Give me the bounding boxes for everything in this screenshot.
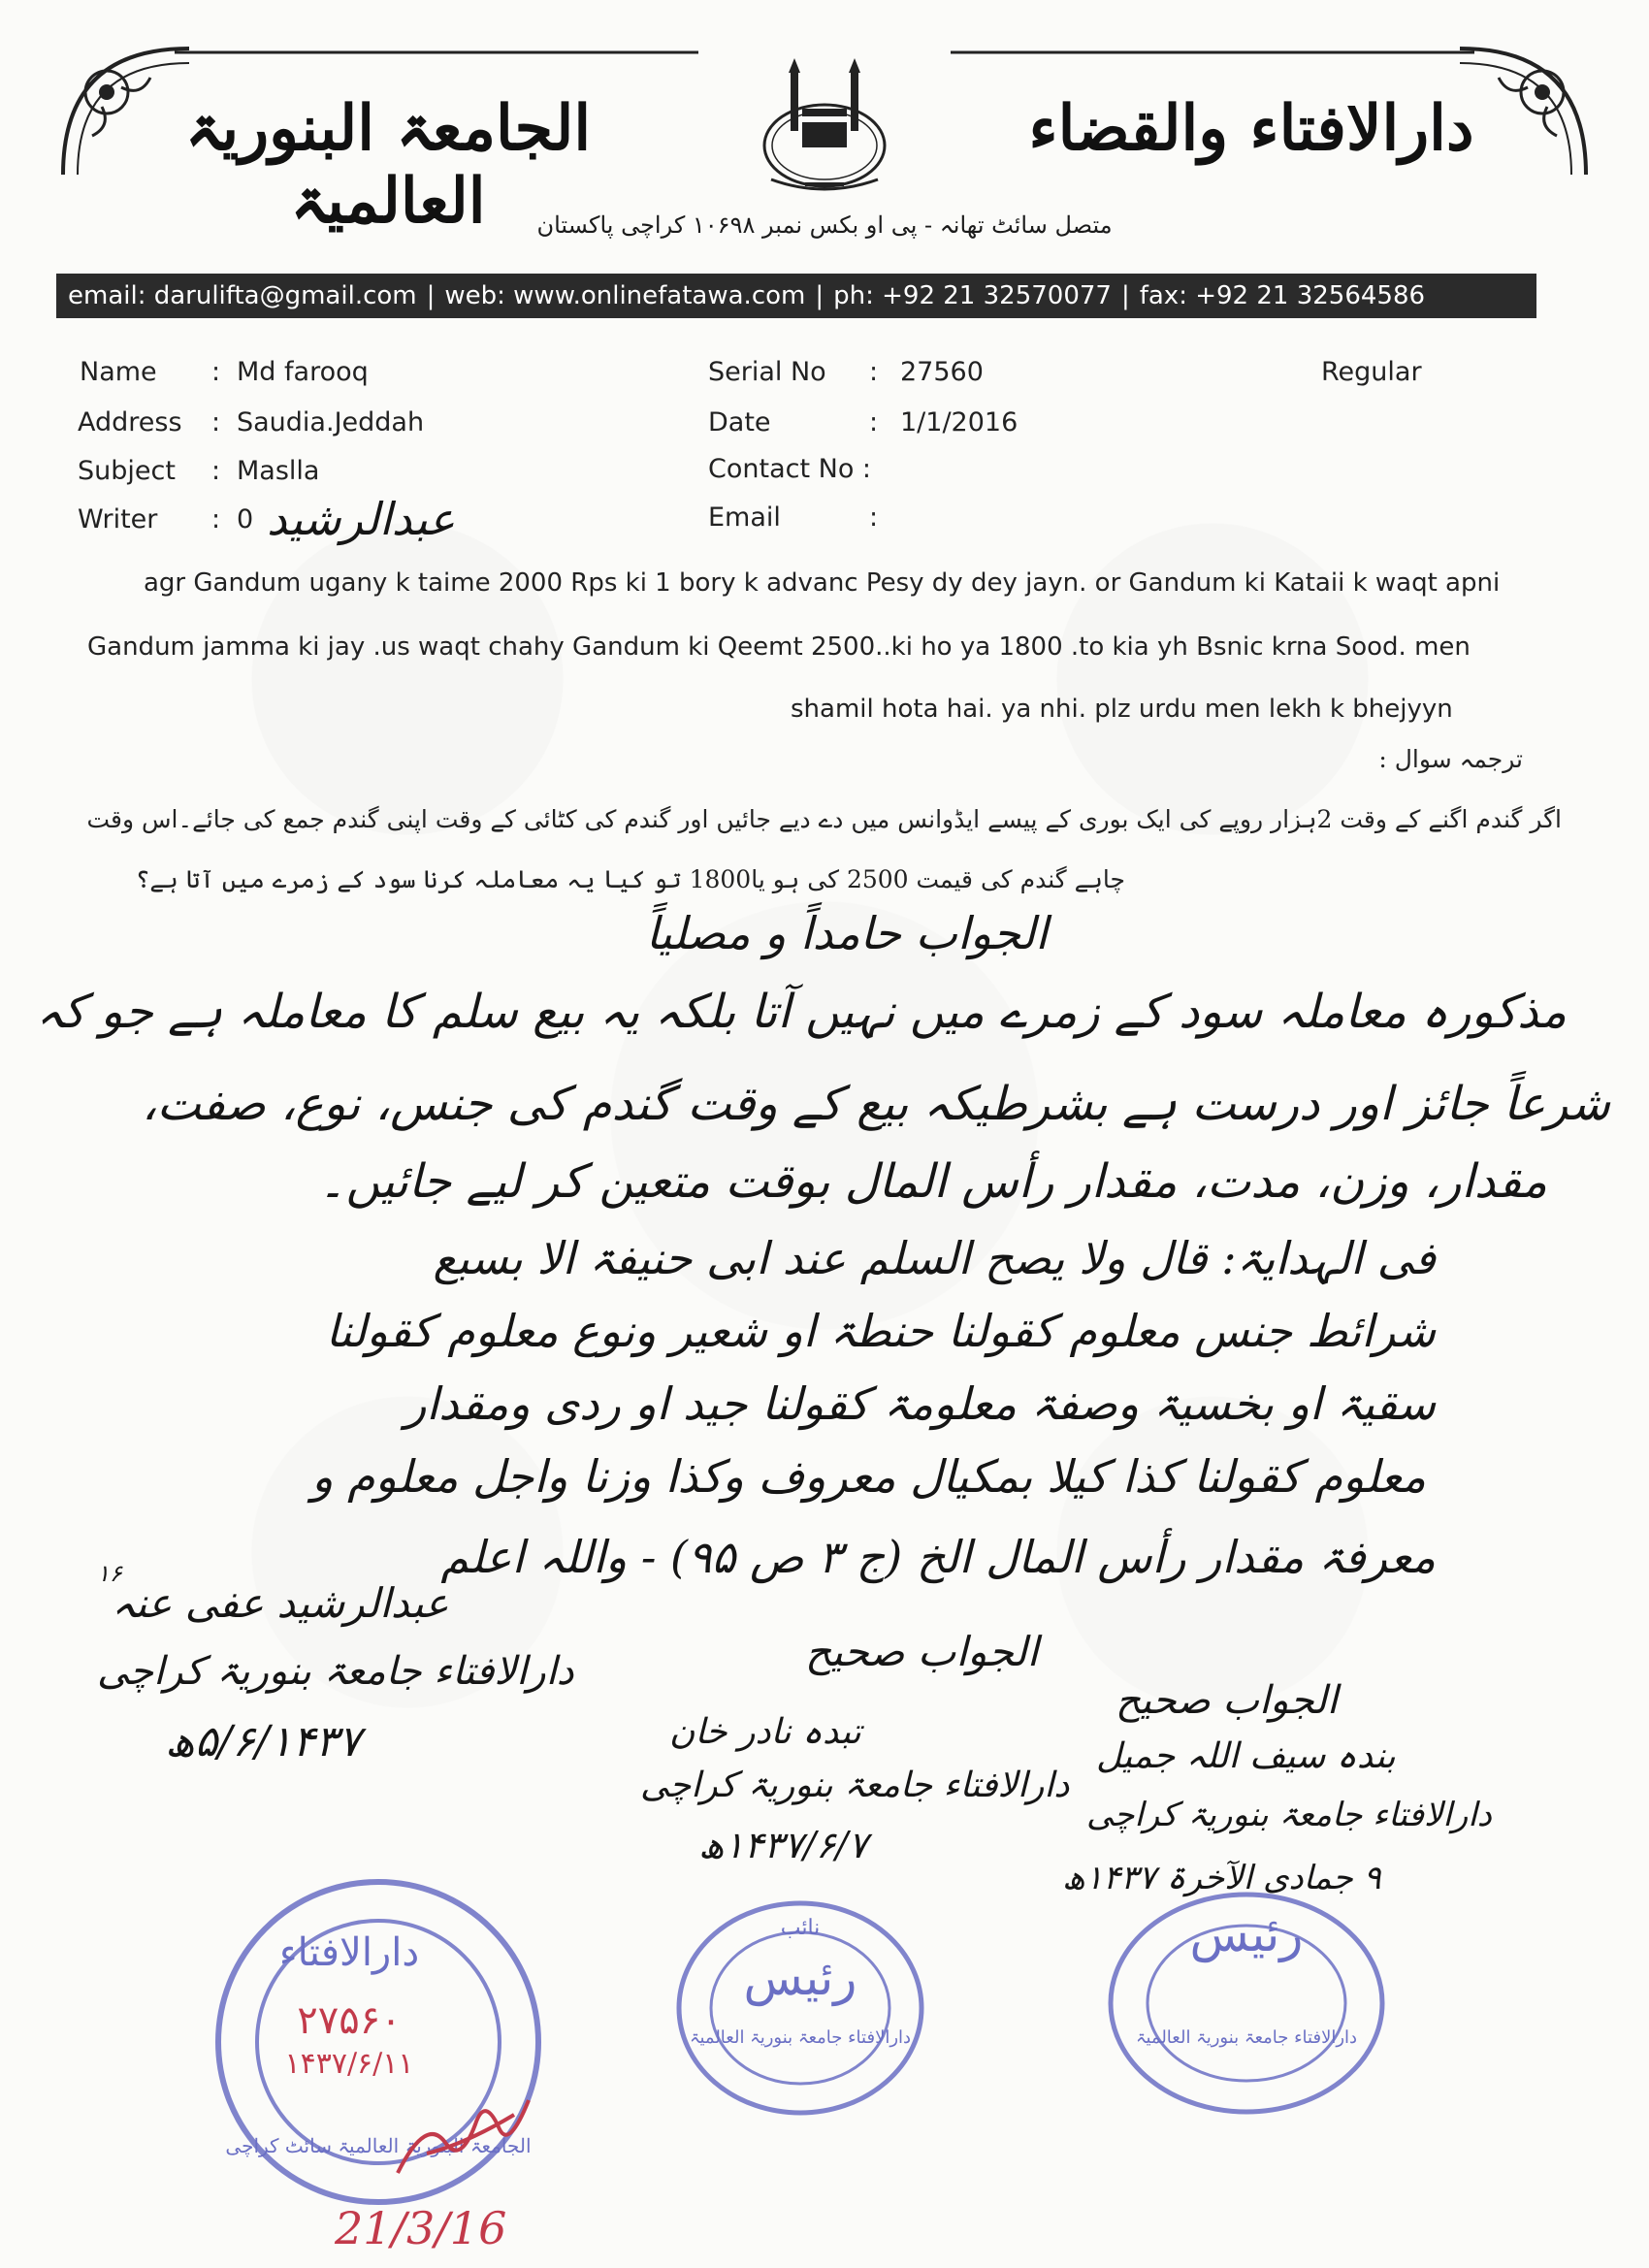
answer-writer-date: ۵/۶/۱۴۳۷ھ xyxy=(165,1717,362,1766)
endorsement-1-date: ۱۴۳۷/۶/۷ھ xyxy=(698,1824,868,1866)
endorsement-2-name: بندہ سیف اللہ جمیل xyxy=(1096,1736,1396,1776)
header-address: متصل سائٹ تھانہ - پی او بکس نمبر ۱۰۶۹۸ کراچی پاکستان xyxy=(536,211,1113,239)
serial-value: 27560 xyxy=(900,357,984,387)
contact-separator: | xyxy=(426,281,436,310)
answer-line-1: مذکورہ معاملہ سود کے زمرے میں نہیں آتا بلکہ یہ بیع سلم کا معاملہ ہے جو کہ xyxy=(36,985,1567,1039)
endorsement-1-heading: الجواب صحیح xyxy=(805,1628,1039,1675)
writer-signature: عبدالرشید xyxy=(267,493,456,545)
endorsement-2-date: ۹ جمادی الآخرۃ ۱۴۳۷ھ xyxy=(1062,1859,1381,1897)
writer-colon: : xyxy=(211,504,221,535)
subject-label: Subject xyxy=(78,456,176,486)
writer-value: 0 xyxy=(237,504,254,535)
contact-separator: | xyxy=(1120,281,1130,310)
contact-email[interactable]: email: darulifta@gmail.com xyxy=(68,281,417,310)
institution-title: الجامعۃ البنوریۃ العالمیۃ xyxy=(184,92,592,238)
contact-separator: | xyxy=(815,281,824,310)
serial-label: Serial No xyxy=(708,357,826,387)
name-label: Name xyxy=(80,357,157,387)
translation-line-1: اگر گندم اگنے کے وقت 2ہزار روپے کی ایک بوری کے پیسے ایڈوانس میں دے دیے جائیں اور گندم کی کٹائی کے وقت اپنی گندم جمع کی جائے۔اس وقت xyxy=(86,805,1562,833)
contact-phone: ph: +92 21 32570077 xyxy=(833,281,1112,310)
answer-line-2: شرعاً جائز اور درست ہے بشرطیکہ بیع کے وقت گندم کی جنس، نوع، صفت، xyxy=(142,1077,1610,1131)
raees-stamp-1-top: نائب xyxy=(780,1916,821,1940)
answer-writer-org: دارالافتاء جامعۃ بنوریۃ کراچی xyxy=(97,1649,574,1694)
date-label: Date xyxy=(708,407,771,437)
office-stamp-date: ۱۴۳۷/۶/۱۱ xyxy=(284,2047,414,2081)
contact-label: Contact No : xyxy=(708,454,872,484)
answer-writer-date-mark: ۱۶ xyxy=(97,1560,122,1587)
raees-stamp-1-ring: دارالافتاء جامعۃ بنوریۃ العالمیۃ xyxy=(689,2027,912,2048)
answer-writer-name: عبدالرشید عفی عنہ xyxy=(112,1579,449,1627)
question-line-2: Gandum jamma ki jay .us waqt chahy Gandum ki Qeemt 2500..ki ho ya 1800 .to kia yh Bsnic krna Sood. men xyxy=(87,632,1471,662)
question-line-3: shamil hota hai. ya nhi. plz urdu men lekh k bhejyyn xyxy=(791,695,1453,724)
writer-label: Writer xyxy=(78,504,158,535)
office-stamp-number: ۲۷۵۶۰ xyxy=(297,1998,402,2043)
translation-label: ترجمہ سوال : xyxy=(1378,745,1523,773)
contact-web[interactable]: web: www.onlinefatawa.com xyxy=(444,281,806,310)
answer-line-4: فی الہدایۃ: قال ولا یصح السلم عند ابی حنیفۃ الا بسبع xyxy=(433,1232,1436,1284)
contact-bar xyxy=(56,274,1536,318)
subject-value: Maslla xyxy=(237,456,320,486)
answer-heading: الجواب حامداً و مصلیاً xyxy=(645,907,1048,959)
question-type: Regular xyxy=(1321,357,1422,387)
raees-stamp-2-center: رئیس xyxy=(1189,1906,1304,1962)
final-date: 21/3/16 xyxy=(335,2202,507,2254)
subject-colon: : xyxy=(211,456,221,486)
date-colon: : xyxy=(869,407,879,437)
email-label: Email xyxy=(708,502,781,533)
email-colon: : xyxy=(869,502,879,533)
red-signature-icon xyxy=(388,2086,553,2192)
name-colon: : xyxy=(211,357,221,387)
answer-line-6: سقیۃ او بخسیۃ وصفۃ معلومۃ کقولنا جید او ردی ومقدار xyxy=(404,1377,1436,1430)
address-label: Address xyxy=(78,407,182,437)
address-value: Saudia.Jeddah xyxy=(237,407,425,437)
translation-line-2: چاہے گندم کی قیمت 2500 کی ہو یا1800 تو کیا یہ معاملہ کرنا سود کے زمرے میں آتا ہے؟ xyxy=(135,865,1125,893)
raees-stamp-1-center: رئیس xyxy=(743,1950,857,2006)
endorsement-1-org: دارالافتاء جامعۃ بنوریۃ کراچی xyxy=(640,1766,1070,1805)
answer-line-5: شرائط جنس معلوم کقولنا حنطۃ او شعیر ونوع معلوم کقولنا xyxy=(325,1305,1436,1357)
department-title: دارالافتاء والقضاء xyxy=(1028,92,1474,165)
kaaba-emblem-icon xyxy=(713,49,936,194)
answer-line-8: معرفۃ مقدار رأس المال الخ (ج ۳ ص ۹۵) - واللہ اعلم xyxy=(440,1531,1436,1583)
answer-line-3: مقدار، وزن، مدت، مقدار رأس المال بوقت متعین کر لیے جائیں۔ xyxy=(318,1154,1547,1209)
serial-colon: : xyxy=(869,357,879,387)
endorsement-1-name: تبدہ نادر خان xyxy=(669,1712,861,1752)
office-stamp-ring: الجامعۃ البنوریۃ العالمیۃ سائٹ کراچی xyxy=(225,2134,532,2157)
answer-line-7: معلوم کقولنا کذا کیلا بمکیال معروف وکذا وزنا واجل معلوم و xyxy=(311,1450,1426,1503)
contact-fax: fax: +92 21 32564586 xyxy=(1139,281,1426,310)
endorsement-2-org: دارالافتاء جامعۃ بنوریۃ کراچی xyxy=(1086,1796,1492,1834)
date-value: 1/1/2016 xyxy=(900,407,1018,437)
endorsement-2-heading: الجواب صحیح xyxy=(1116,1678,1338,1723)
office-stamp-title: دارالافتاء xyxy=(278,1930,420,1975)
raees-stamp-2-ring: دارالافتاء جامعۃ بنوریۃ العالمیۃ xyxy=(1135,2027,1358,2048)
address-colon: : xyxy=(211,407,221,437)
question-line-1: agr Gandum ugany k taime 2000 Rps ki 1 bory k advanc Pesy dy dey jayn. or Gandum ki Kataii k waqt apni xyxy=(144,568,1501,598)
name-value: Md farooq xyxy=(237,357,369,387)
